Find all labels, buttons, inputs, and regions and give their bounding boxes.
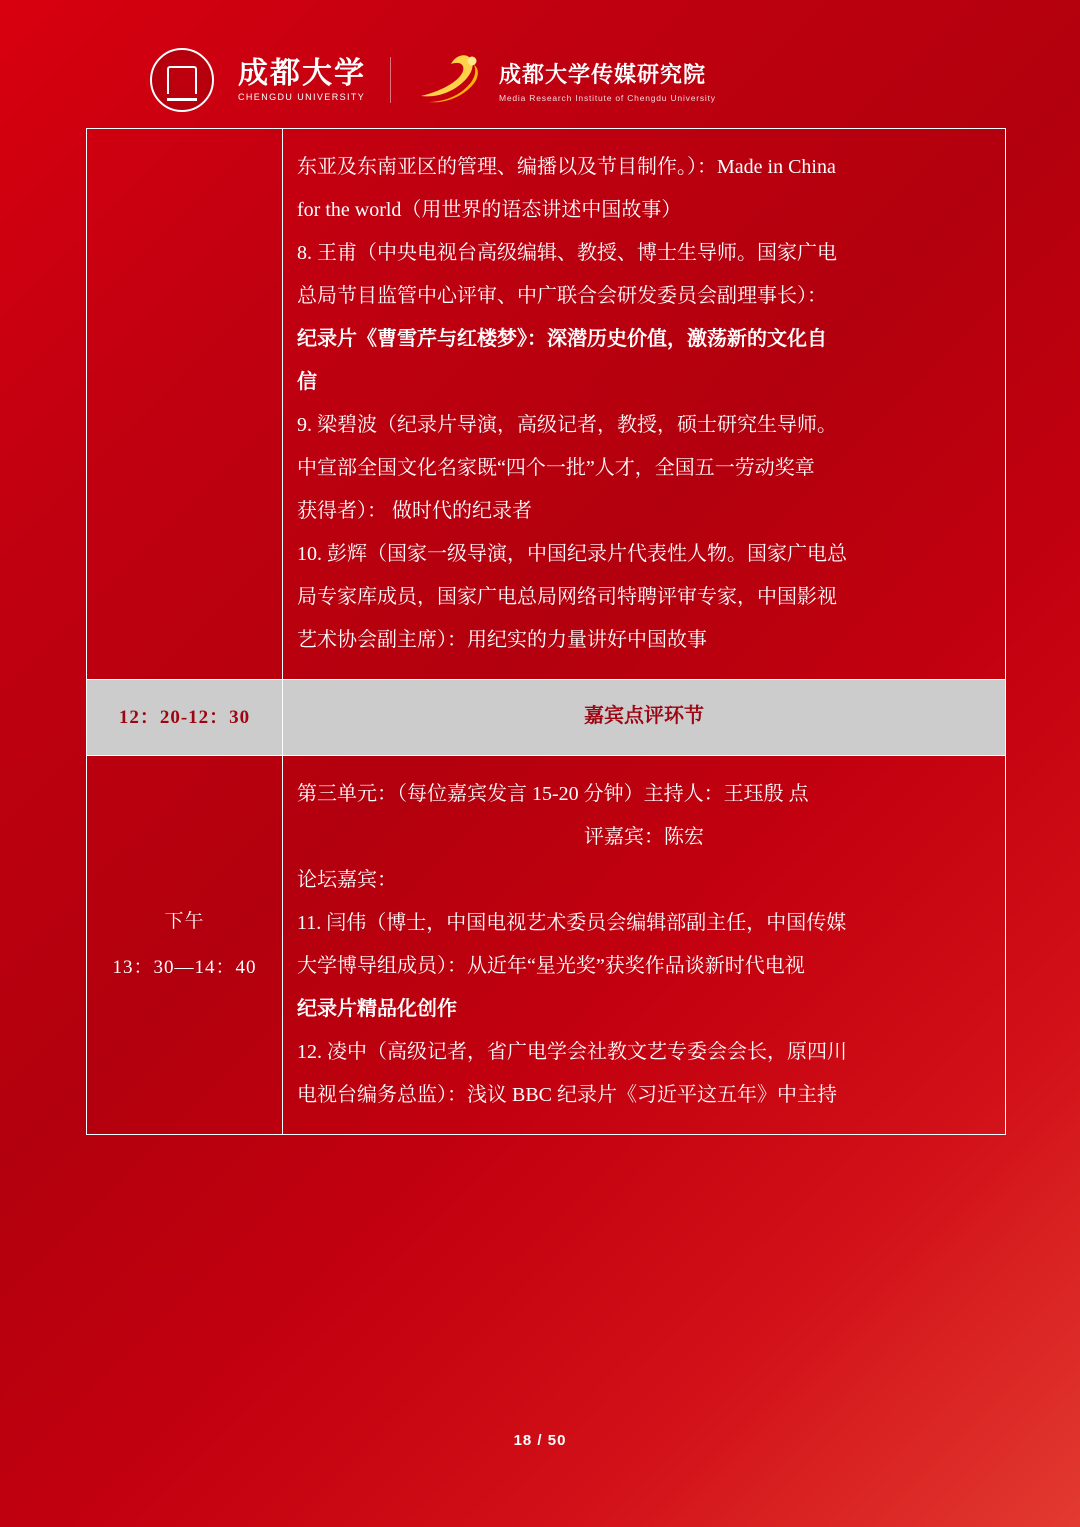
schedule-time-line: 13：30—14：40 <box>112 957 257 978</box>
schedule-paragraph: 中宣部全国文化名家既“四个一批”人才，全国五一劳动奖章 <box>297 457 815 479</box>
flame-icon <box>415 52 487 108</box>
table-row <box>87 756 1005 1134</box>
schedule-paragraph: 12. 凌中（高级记者，省广电学会社教文艺专委会会长，原四川 <box>297 1041 847 1063</box>
table-row <box>87 680 1005 756</box>
schedule-time-cell <box>87 129 283 679</box>
schedule-table <box>86 128 1006 1135</box>
logo-divider <box>390 57 391 103</box>
schedule-paragraph: 信 <box>297 371 317 393</box>
schedule-paragraph: 总局节目监管中心评审、中广联合会研发委员会副理事长）： <box>297 285 827 307</box>
university-seal-icon <box>150 48 214 112</box>
institute-logo <box>415 52 716 108</box>
page-indicator: 18 / 50 <box>513 1432 567 1449</box>
schedule-paragraph: 嘉宾点评环节 <box>584 705 704 727</box>
schedule-paragraph: 电视台编务总监）：浅议 BBC 纪录片《习近平这五年》中主持 <box>297 1084 838 1106</box>
schedule-paragraph: 获得者）： 做时代的纪录者 <box>297 500 532 522</box>
schedule-paragraph: 大学博导组成员）：从近年“星光奖”获奖作品谈新时代电视 <box>297 955 805 977</box>
schedule-paragraph: 局专家库成员，国家广电总局网络司特聘评审专家，中国影视 <box>297 586 837 608</box>
schedule-paragraph: 第三单元：（每位嘉宾发言 15-20 分钟）主持人：王珏殷 点 <box>297 783 809 805</box>
schedule-paragraph: 纪录片精品化创作 <box>297 998 457 1020</box>
schedule-paragraph: 10. 彭辉（国家一级导演，中国纪录片代表性人物。国家广电总 <box>297 543 847 565</box>
table-row <box>87 129 1005 680</box>
schedule-paragraph: 8. 王甫（中央电视台高级编辑、教授、博士生导师。国家广电 <box>297 242 837 264</box>
schedule-time-line: 下午 <box>164 911 205 933</box>
university-name-cn: 成都大学 <box>238 56 366 90</box>
schedule-paragraph: 艺术协会副主席）：用纪实的力量讲好中国故事 <box>297 629 707 651</box>
university-logo-text <box>238 58 366 103</box>
schedule-time-line: 12：20-12：30 <box>118 706 251 728</box>
schedule-paragraph: 东亚及东南亚区的管理、编播以及节目制作。）：Made in China <box>297 156 836 178</box>
schedule-paragraph: 论坛嘉宾： <box>297 869 397 891</box>
schedule-content-cell <box>283 129 1005 679</box>
schedule-paragraph: 9. 梁碧波（纪录片导演，高级记者，教授，硕士研究生导师。 <box>297 414 837 436</box>
institute-name-cn: 成都大学传媒研究院 <box>499 61 707 87</box>
schedule-time-cell <box>87 756 283 1134</box>
schedule-content-cell <box>283 680 1005 755</box>
schedule-paragraph: for the world（用世界的语态讲述中国故事） <box>297 199 682 221</box>
schedule-paragraph: 11. 闫伟（博士，中国电视艺术委员会编辑部副主任，中国传媒 <box>297 912 847 934</box>
university-name-en: CHENGDU UNIVERSITY <box>238 92 366 103</box>
institute-logo-text <box>499 58 716 103</box>
schedule-paragraph: 纪录片《曹雪芹与红楼梦》：深潜历史价值，激荡新的文化自 <box>297 328 827 350</box>
schedule-time-cell <box>87 680 283 755</box>
document-header <box>150 44 950 116</box>
schedule-content-cell <box>283 756 1005 1134</box>
schedule-paragraph: 评嘉宾：陈宏 <box>584 826 704 848</box>
institute-name-en: Media Research Institute of Chengdu University <box>499 92 716 103</box>
